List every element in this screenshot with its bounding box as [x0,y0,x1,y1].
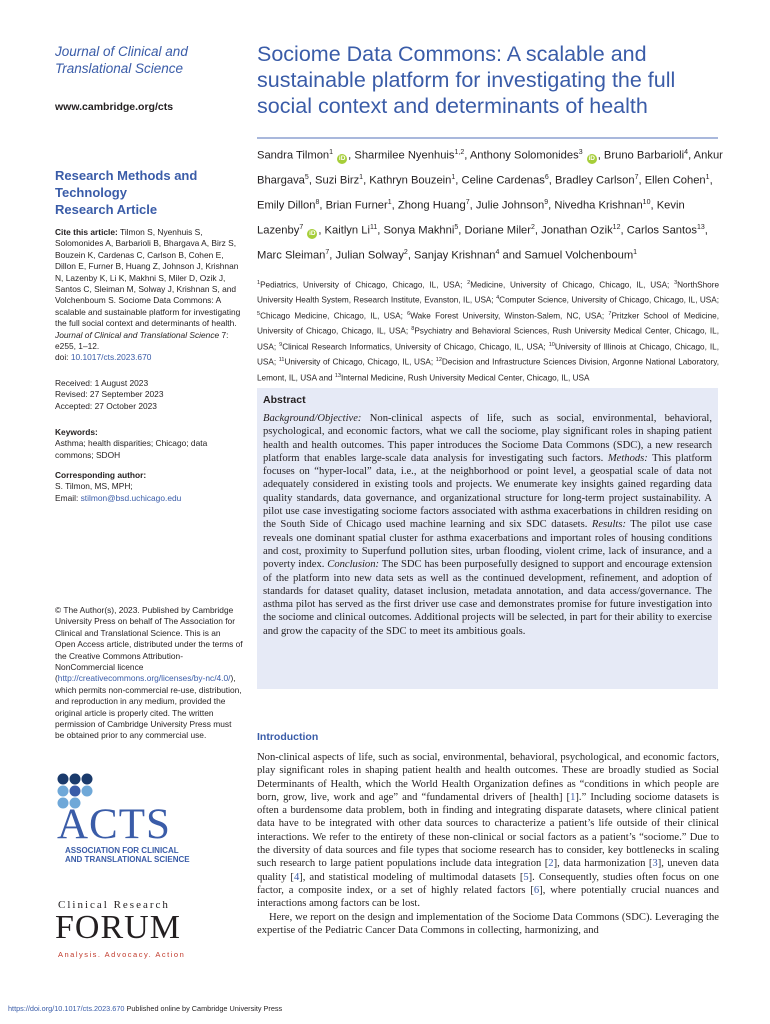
author-affiliation-marker: 1,2 [454,149,465,156]
acts-logo [55,771,215,864]
author-separator: , [308,174,316,187]
affiliation-marker: 8 [411,326,415,333]
author-affiliation-marker: 7 [325,249,330,257]
author-separator: , [348,149,355,162]
affiliation-text: Clinical Research Informatics, University of Chicago, Chicago, IL, USA; [282,342,549,352]
author-separator: , [407,249,415,262]
affiliation-marker: 2 [467,280,471,286]
orcid-icon[interactable]: iD [309,229,316,237]
article-type-line: Research Article [55,202,158,217]
orcid-icon[interactable]: iD [588,154,595,162]
license-text: ), which permits non-commercial re-use, distribution, and reproduction in any medium, provided the original article is properly cited. The written permission of Cambridge University Press must be obtained prior to any commercial use. [55,673,242,741]
author-separator: , [458,224,465,237]
affiliations [257,277,719,385]
author-separator: , [377,224,384,237]
footer-published: Published online by Cambridge University Press [124,1004,283,1013]
author-name: Kathryn Bouzein [369,174,452,187]
article-dates [55,378,245,412]
affiliation-text: Pritzker School of Medicine, University of Chicago, Chicago, IL, USA; [257,311,720,337]
author-separator: , [455,174,462,187]
author-affiliation-marker: 6 [544,174,549,182]
accepted-date: Accepted: 27 October 2023 [55,400,157,411]
author-name: Kevin Lazenby [257,199,685,237]
author-name: Ellen Cohen [644,174,706,187]
affiliation-marker: 10 [548,341,555,348]
author-separator: , [319,199,326,212]
author-separator: , [638,174,645,187]
abstract-section-label: Background/Objective: [263,413,362,424]
received-date: Received: 1 August 2023 [55,378,149,388]
author-affiliation-marker: 1 [705,174,710,182]
author-separator: , [318,224,325,237]
author-affiliation-marker: 4 [495,249,500,257]
author-name: Sanjay Krishnan [414,249,496,262]
author-name: Marc Sleiman [257,249,326,262]
author-separator: , [548,174,555,187]
author-name: Suzi Birz [315,174,360,187]
crf-top-text: Clinical Research [58,899,170,911]
author-name: Sandra Tilmon [257,149,330,162]
author-separator: , [363,174,370,187]
footer-doi-link[interactable]: https://doi.org/10.1017/cts.2023.670 [8,1004,125,1013]
author-name: Brian Furner [325,199,388,212]
text-run: Non-clinical aspects of life, such as social, environmental, behavioral, psychological, and economic factors, play significant roles in shaping patient health and health outcomes. These are broadly studied as Social Determinants of Health, which the World Health Organization defines as “conditions in which people are born, grow, live, work and age” and “fundamental drivers of [health] [ [257,752,719,803]
reference-link[interactable]: 6 [533,884,540,896]
author-affiliation-marker: 5 [304,174,309,182]
affiliation-text: Pediatrics, University of Chicago, Chicago, IL, USA; [260,280,468,290]
orcid-icon[interactable]: iD [338,154,346,162]
affiliation-text: Decision and Infrastructure Sciences Division, Argonne National Laboratory, Lemont, IL, USA and [257,357,720,383]
affiliation-text: Medicine, University of Chicago, Chicago, IL, USA; [470,280,675,290]
author-separator: , [650,199,657,212]
author-separator: , [329,249,336,262]
affiliation-text: Internal Medicine, Rush University Medical Center, Chicago, IL, USA [340,373,590,383]
corr-label: Corresponding author: [55,470,147,480]
affiliation-marker: 5 [257,310,261,317]
license-link[interactable]: http://creativecommons.org/licenses/by-nc/4.0/ [57,673,231,684]
affiliation-text: Psychiatry and Behavioral Sciences, Rush University Medical Center, Chicago, IL, USA; [257,327,719,352]
journal-title: Journal of Clinical and Translational Science [55,44,188,76]
revised-date: Revised: 27 September 2023 [55,389,164,400]
acts-wordmark: ACTS [57,801,171,848]
author-name: Julie Johnson [475,199,545,212]
author-list [257,142,723,267]
author-affiliation-marker: 10 [642,199,651,207]
article-type-line: Technology [55,185,127,200]
doi-label: doi: [55,352,71,363]
affiliation-marker: 7 [608,310,612,317]
author-separator: , [597,149,604,162]
author-affiliation-marker: 1 [359,174,364,182]
author-affiliation-marker: 13 [696,224,705,232]
abstract-box [257,388,718,689]
page-footer [8,1004,282,1013]
cite-label: Cite this article: [55,227,118,237]
article-title: Sociome Data Commons: A scalable and sustainable platform for investigating the full social context and determinants of health [257,42,676,118]
abstract-section-label: Results: [591,519,627,531]
author-affiliation-marker: 1 [387,199,392,207]
author-name: Doriane Miler [464,224,532,237]
keywords [55,427,245,461]
citation [55,227,245,364]
affiliation-marker: 6 [407,310,411,317]
affiliation-marker: 9 [279,341,283,348]
abstract-text [263,412,712,638]
author-separator: , [620,224,627,237]
author-affiliation-marker: 7 [634,174,639,182]
author-name: Ankur Bhargava [257,149,723,187]
author-separator: , [534,224,542,237]
author-name: Sharmilee Nyenhuis [354,149,455,162]
author-name: Emily Dillon [257,199,316,212]
affiliation-text: Wake Forest University, Winston-Salem, NC, USA; [410,311,609,321]
author-separator: , [391,199,398,212]
author-name: Anthony Solomonides [469,149,579,162]
keywords-label: Keywords: [55,427,98,437]
author-name: Jonathan Ozik [541,224,613,237]
author-name: Sonya Makhni [383,224,455,237]
text-run: ], where potentially crucial nuances and interactions among factors can be lost. [257,884,719,910]
author-separator: , [464,149,470,162]
affiliation-marker: 3 [674,280,678,286]
affiliation-text: NorthShore University Health System, Research Institute, Evanston, IL, USA; [257,280,719,306]
author-affiliation-marker: 2 [403,249,408,257]
journal-website[interactable]: www.cambridge.org/cts [55,101,174,113]
reference-link[interactable]: 1 [570,791,576,803]
affiliation-text: Computer Science, University of Chicago, Chicago, IL, USA; [499,296,719,306]
author-separator: , [469,199,476,212]
abstract-results: The pilot use case reveals one dominant spatial cluster for asthma exacerbations and important roles of housing conditions and cost, proximity to Superfund pollution sites, urban flooding, violent crime, lack of insurance, and a poverty index. [263,519,712,571]
author-affiliation-marker: 2 [531,224,535,232]
email-link[interactable]: stilmon@bsd.uchicago.edu [80,492,182,503]
affiliation-text: Chicago Medicine, Chicago, IL, USA; [260,311,408,321]
keywords-text: Asthma; health disparities; Chicago; data commons; SDOH [55,438,208,460]
crf-logo [55,896,215,966]
license-text: © The Author(s), 2023. Published by Cambridge University Press on behalf of The Association for Clinical and Translational Science. This is an Open Access article, distributed under the terms of the Creative Commons Attribution-NonCommercial licence ( [55,605,243,684]
author-separator: , [704,224,708,237]
author-affiliation-marker: 3 [578,149,583,156]
cite-journal: Journal of Clinical and Translational Science [55,329,220,340]
abstract-heading: Abstract [263,394,306,406]
paragraph: Here, we report on the design and implementation of the Sociome Data Commons (SDC). Leveraging the expertise of the Pediatric Cancer Data Commons in collecting, harmonizing, and [257,911,719,936]
text-run: ], data harmonization [ [553,858,653,870]
introduction-text [257,751,719,937]
author-affiliation-marker: 11 [369,224,378,232]
author-name: Samuel Volchenboum [524,249,634,262]
abstract-section-label: Conclusion: [327,559,380,571]
acts-subtitle-line: AND TRANSLATIONAL SCIENCE [65,855,190,864]
author-affiliation-marker: 7 [465,199,470,207]
author-name: Julian Solway [335,249,404,262]
author-affiliation-marker: 5 [454,224,459,232]
text-run: ], and statistical modeling of multimodal datasets [ [299,871,524,883]
reference-link[interactable]: 5 [523,871,529,883]
reference-link[interactable]: 3 [652,858,658,870]
author-separator: , [548,199,555,212]
cite-text: Tilmon S, Nyenhuis S, Solomonides A, Barbarioli B, Bhargava A, Birz S, Bouzein K, Cardenas C, Carlson B, Cohen E, Dillon E, Furner B, Huang Z, Johnson J, Krishnan N, Lazenby K, Li K, Makhni S, Miler D, Ozik J, Santos C, Sleiman M, Solway J, Krishnan S, and Volchenboum S. Sociome Data Commons: A scalable and sustainable platform for investigating the full social context and determinants of health. [55,227,241,329]
corresponding-author [55,470,245,504]
author-name: Bruno Barbarioli [603,149,685,162]
doi-link[interactable]: 10.1017/cts.2023.670 [70,352,152,363]
reference-link[interactable]: 2 [548,858,554,870]
introduction-heading: Introduction [257,731,319,743]
author-name: Carlos Santos [626,224,697,237]
affiliation-marker: 1 [257,280,261,286]
reference-link[interactable]: 4 [293,871,300,883]
author-affiliation-marker: 8 [315,199,320,207]
author-name: Zhong Huang [397,199,466,212]
affiliation-marker: 12 [435,357,442,364]
affiliation-marker: 11 [278,357,285,364]
author-separator: , [688,149,694,162]
affiliation-text: University of Chicago, Chicago, IL, USA; [284,357,436,367]
acts-subtitle [65,846,190,864]
paragraph [257,751,719,911]
author-affiliation-marker: 9 [544,199,549,207]
affiliation-text: University of Illinois at Chicago, Chicago, IL, USA; [257,342,720,367]
author-name: Bradley Carlson [554,174,635,187]
abstract-methods: This platform focuses on “hyper-local” data, i.e., at the neighborhood or point level, a geospatial scale of data not adequately considered in existing tools and projects. We enumerate key insights gained regarding data quality standards, data governance, and organizational structure for long-term project sustainability. A pilot use case investigating sociome factors associated with asthma exacerbations in children residing on the South Side of Chicago used machine learning and six SDC datasets. [263,452,712,531]
article-type-line: Research Methods and [55,168,198,183]
author-separator: and [499,249,525,262]
text-run: ]. Consequently, studies often focus on one factor, a composite index, or a set of highly related factors [ [257,871,719,896]
title-divider [257,137,718,139]
author-affiliation-marker: 1 [329,149,334,156]
corr-name: S. Tilmon, MS, MPH; [55,481,133,492]
author-affiliation-marker: 4 [684,149,689,156]
author-affiliation-marker: 7 [299,224,304,232]
author-name: Kaitlyn Li [324,224,370,237]
abstract-section-label: Methods: [607,452,648,464]
author-affiliation-marker: 1 [451,174,456,182]
author-affiliation-marker: 1 [633,249,638,257]
author-affiliation-marker: 12 [612,224,621,232]
article-type [55,167,235,218]
acts-subtitle-line: ASSOCIATION FOR CLINICAL [65,846,179,855]
affiliation-marker: 4 [496,295,500,302]
crf-forum-text: FORUM [55,909,181,946]
abstract-background: Non-clinical aspects of life, such as social, environmental, behavioral, psychological, and economic factors, what we call the sociome, play significant roles in shaping patient health and health outcomes. This paper introduces the Sociome Data Commons (SDC), a new research platform that enables large-scale data analysis for investigating such factors. [263,413,712,464]
crf-tagline: Analysis. Advocacy. Action [58,950,186,959]
abstract-conclusion: The SDC has been purposefully designed to support and encourage extension of the platform into new data sets as well as the continued development, refinement, and adoption of standards for dataset quality, dataset inclusion, metadata annotation, and data access/governance. The asthma pilot has served as the first driver use case and demonstrates promise for future investigation into the sociome and clinical outcomes. Additional projects will be selected, in part for their ability to exercise and grow the capacity of the SDC to meet its ambitious goals. [263,559,713,637]
text-run: ], uneven data quality [ [257,858,719,883]
text-run: ].” Including sociome datasets is often a burdensome data problem, both in finding and integrating disparate datasets, where clinical patient data have to be integrated with other data sources to characterize a patient’s life outside of their clinical interactions. We refer to the entirety of these non-clinical or social factors as a patient’s “sociome.” Due to the diversity of data sources and file types that sociome research has to consider, key bottlenecks in scaling such research to large patient populations include data integration [ [257,791,720,870]
license-statement [55,605,243,742]
author-name: Celine Cardenas [461,174,545,187]
author-separator: , [709,174,713,187]
cite-volume: 7: e255, 1–12. [55,329,229,352]
affiliation-marker: 13 [334,372,341,379]
author-name: Nivedha Krishnan [554,199,643,212]
email-label: Email: [55,492,81,503]
